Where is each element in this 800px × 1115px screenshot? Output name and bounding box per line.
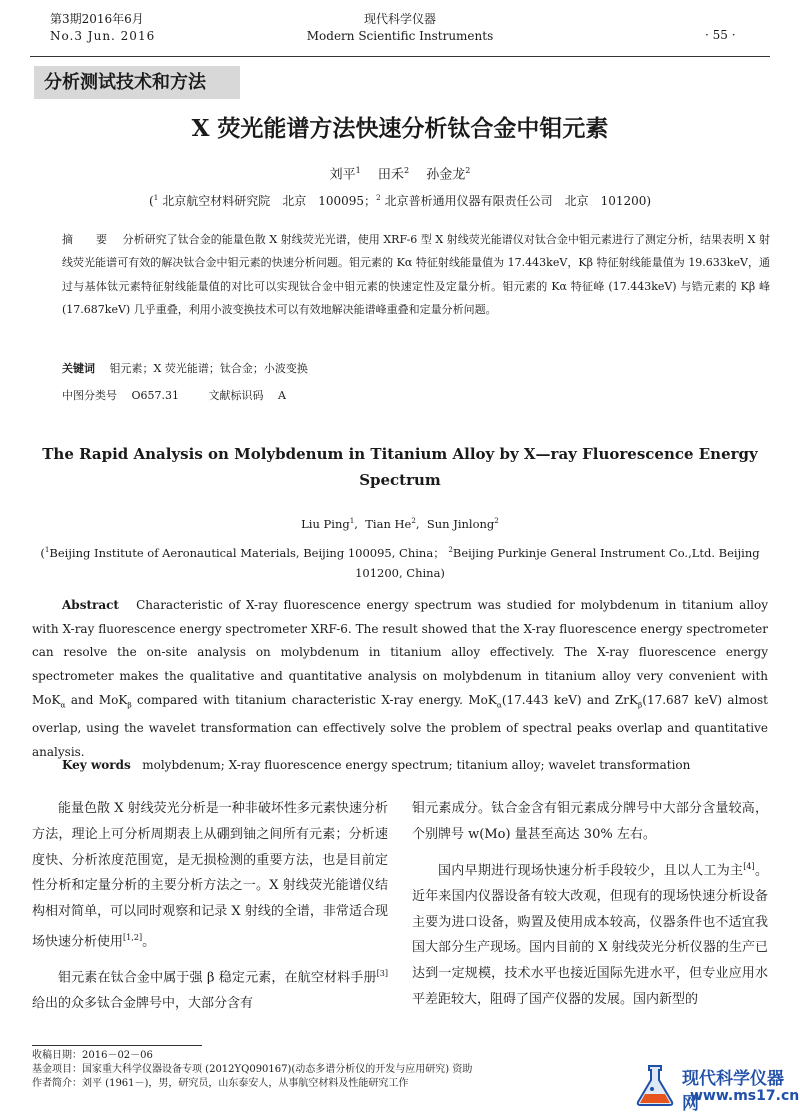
affil-2: 北京普析通用仪器有限责任公司 北京 101200) (384, 194, 652, 208)
author-en-1: Liu Ping (301, 516, 350, 531)
paragraph: 能量色散 X 射线荧光分析是一种非破坏性多元素快速分析方法，理论上可分析周期表上从硼到铀之间所有元素；分析速度快、分析浓度范围宽，是无损检测的重要方法，也是目前定性分析和定量分析的主要分析方法之一。X 射线荧光能谱仪结构相对简单，可以同时观察和记录 X 射线的全谱，非常适合现场快速分析使用[1,2]。 (32, 801, 388, 950)
paragraph: 钼元素在钛合金中属于强 β 稳定元素，在航空材料手册[3]给出的众多钛合金牌号中，大部分含有 (32, 969, 388, 1012)
affil-en-1: Beijing Institute of Aeronautical Materials, Beijing 100095, China； (49, 545, 445, 560)
issue-zh: 第3期2016年6月 (50, 12, 144, 26)
doc-label: 文献标识码 (208, 389, 264, 402)
footnotes (32, 1049, 472, 1091)
cls-label: 中图分类号 (62, 389, 117, 402)
watermark-name: 现代科学仪器网 (682, 1069, 784, 1114)
doc-value: A (278, 389, 286, 402)
keywords-en (62, 755, 690, 775)
keywords-zh-text: 钼元素；X 荧光能谱；钛合金；小波变换 (109, 362, 308, 375)
keywords-zh-label: 关键词 (62, 362, 95, 375)
affil-1: 北京航空材料研究院 北京 100095； (162, 194, 376, 208)
abstract-en: Abstract Characteristic of X-ray fluorescence energy spectrum was studied for molybdenum in titanium alloy with X-ray fluorescence energy spectrometer XRF-6. The result showed that the X-ray fluorescence energy spectrometer can resolve the on-site analysis on molybdenum in titanium alloy effectively. The X-ray fluorescence energy spectrometer makes the qualitative and quantitative analysis on molybdenum in titanium alloy very convenient with MoK$_\alpha$ and MoK$_\beta$ compared with titanium characteristic X-ray energy. MoK$_\alpha$(17.443 keV) and ZrK$_\beta$(17.687 keV) almost overlap, using the wavelet transformation can effectively solve the problem of spectral peaks overlap and quantitative analysis. (32, 598, 768, 759)
keywords-en-label: Key words (62, 758, 131, 772)
issue-info (50, 11, 155, 45)
received-date: 收稿日期：2016－02－06 (32, 1050, 153, 1061)
abstract-en-label: Abstract (62, 598, 119, 612)
classification (62, 386, 286, 406)
keywords-zh (62, 359, 308, 379)
issue-en: No.3 Jun. 2016 (50, 29, 156, 43)
affiliations-en: ($^1$Beijing Institute of Aeronautical Materials, Beijing 100095, China； $^2$Beijing Purkinje General Instrument Co.,Ltd. Beijing 101200, China) (40, 545, 760, 580)
keywords-en-text: molybdenum; X-ray fluorescence energy spectrum; titanium alloy; wavelet transformation (142, 758, 691, 772)
author-2: 田禾 (377, 167, 404, 183)
abstract-zh (62, 228, 770, 322)
paragraph: 国内早期进行现场快速分析手段较少，且以人工为主[4]。近年来国内仪器设备有较大改观，但现有的现场快速分析设备主要为进口设备，购置及使用成本较高，仪器条件也不适宜我国大部分生产现场。国内目前的 X 射线荧光分析仪器的生产已达到一定规模，技术水平也接近国际先进水平，但专业应用水平差距较大，阻碍了国产仪器的发展。国内新型的 (412, 861, 768, 1007)
affiliations-zh: ($^1$ 北京航空材料研究院 北京 100095；$^2$ 北京普析通用仪器有限责任公司 北京 101200) (148, 193, 652, 208)
author-en-3: Sun Jinlong (426, 516, 495, 531)
section-label: 分析测试技术和方法 (34, 66, 240, 99)
author-bio: 作者简介：刘平 (1961－)，男，研究员，山东泰安人，从事航空材料及性能研究工作 (32, 1078, 409, 1089)
abstract-zh-text: 分析研究了钛合金的能量色散 X 射线荧光光谱，使用 XRF-6 型 X 射线荧光能谱仪对钛合金中钼元素进行了测定分析，结果表明 X 射线荧光能谱可有效的解决钛合金中钼元素的快速分析问题。钼元素的 Kα 特征射线能量值为 17.443keV，Kβ 特征射线能量值为 19.633keV，通过与基体钛元素特征射线能量值的对比可以实现钛合金中钼元素的快速定性及定量分析。钼元素的 Kα 特征峰 (17.443keV) 与锆元素的 Kβ 峰 (17.687keV) 几乎重叠，利用小波变换技术可以有效地解决能谱峰重叠和定量分析问题。 (62, 233, 771, 317)
page-number: · 55 · (705, 28, 736, 42)
title-en: The Rapid Analysis on Molybdenum in Titanium Alloy by X—ray Fluorescence Energy Spectrum (42, 445, 758, 489)
watermark (630, 1060, 800, 1114)
journal-name (250, 11, 550, 45)
authors-zh: 刘平$^1$ 田禾$^2$ 孙金龙$^2$ (329, 166, 471, 183)
journal-zh: 现代科学仪器 (363, 12, 436, 26)
watermark-url[interactable]: www.ms17.cn (690, 1088, 800, 1104)
authors-en: Liu Ping$^1$, Tian He$^2$, Sun Jinlong$^2$ (301, 516, 499, 531)
abstract-zh-label: 摘 要 (62, 233, 114, 246)
header-rule (30, 56, 770, 57)
paragraph: 钼元素成分。钛合金含有钼元素成分牌号中大部分含量较高，个别牌号 w(Mo) 量甚至高达 30% 左右。 (412, 801, 768, 842)
author-1: 刘平 (329, 167, 356, 183)
body-column-right (412, 796, 768, 1013)
affil-en-2: Beijing Purkinje General Instrument Co.,Ltd. Beijing 101200, China) (355, 545, 760, 580)
funding: 基金项目：国家重大科学仪器设备专项 (2012YQ090167)(动态多谱分析仪的开发与应用研究) 资助 (32, 1064, 473, 1075)
journal-en: Modern Scientific Instruments (306, 29, 494, 43)
footnote-rule (32, 1045, 202, 1046)
body-column-left (32, 796, 388, 1017)
cls-value: O657.31 (131, 389, 180, 402)
title-zh: X 荧光能谱方法快速分析钛合金中钼元素 (191, 115, 609, 142)
author-3: 孙金龙 (426, 167, 466, 183)
author-en-2: Tian He (365, 516, 412, 531)
flask-logo-icon (632, 1062, 678, 1108)
